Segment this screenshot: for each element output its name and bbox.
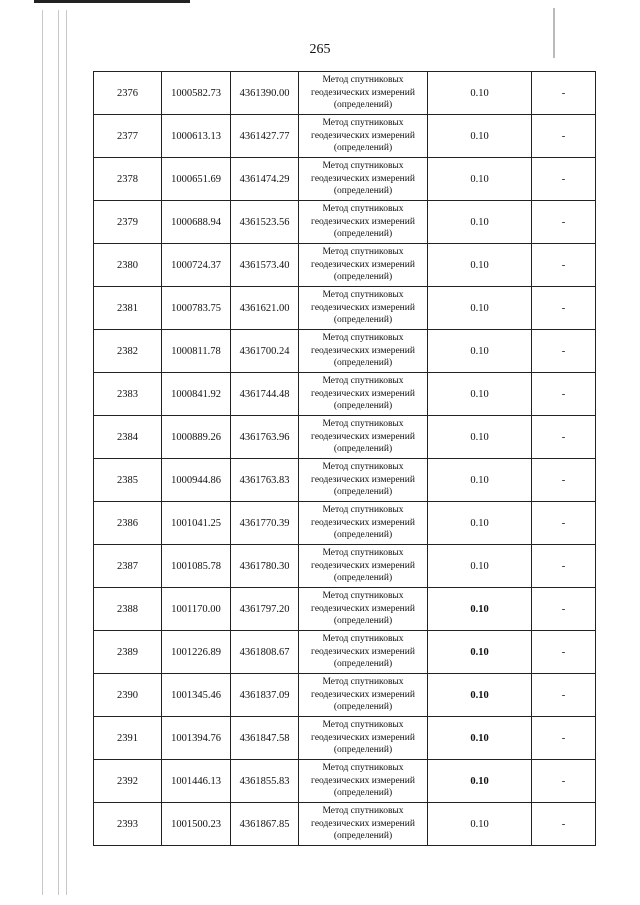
precision-cell: 0.10 — [428, 631, 532, 674]
x-coordinate-cell: 1000841.92 — [162, 373, 231, 416]
x-coordinate-cell: 1001041.25 — [162, 502, 231, 545]
note-cell: - — [532, 588, 596, 631]
method-line: Метод спутниковых — [322, 204, 404, 215]
method-line: (определений) — [333, 530, 393, 541]
method-cell — [299, 158, 428, 201]
method-line: (определений) — [333, 315, 393, 326]
point-number-cell: 2383 — [94, 373, 162, 416]
x-coordinate-cell: 1000688.94 — [162, 201, 231, 244]
x-coordinate-cell: 1000889.26 — [162, 416, 231, 459]
table-row — [94, 803, 596, 846]
table-row — [94, 416, 596, 459]
precision-cell: 0.10 — [428, 588, 532, 631]
note-cell: - — [532, 717, 596, 760]
method-cell — [299, 502, 428, 545]
method-line: геодезических измерений — [311, 474, 415, 485]
note-cell: - — [532, 158, 596, 201]
x-coordinate-cell: 1001226.89 — [162, 631, 231, 674]
y-coordinate-cell: 4361763.83 — [231, 459, 299, 502]
note-cell: - — [532, 502, 596, 545]
method-line: геодезических измерений — [311, 560, 415, 571]
note-cell: - — [532, 373, 596, 416]
x-coordinate-cell: 1000613.13 — [162, 115, 231, 158]
method-line: геодезических измерений — [311, 130, 415, 141]
table-row — [94, 588, 596, 631]
x-coordinate-cell: 1000783.75 — [162, 287, 231, 330]
note-cell: - — [532, 330, 596, 373]
precision-cell: 0.10 — [428, 72, 532, 115]
method-line: геодезических измерений — [311, 517, 415, 528]
y-coordinate-cell: 4361855.83 — [231, 760, 299, 803]
method-line: геодезических измерений — [311, 818, 415, 829]
precision-cell: 0.10 — [428, 158, 532, 201]
page-number: 265 — [309, 42, 331, 57]
method-cell — [299, 330, 428, 373]
method-cell — [299, 373, 428, 416]
method-line: (определений) — [333, 444, 393, 455]
y-coordinate-cell: 4361621.00 — [231, 287, 299, 330]
method-cell — [299, 631, 428, 674]
method-line: геодезических измерений — [311, 345, 415, 356]
note-cell: - — [532, 545, 596, 588]
precision-cell: 0.10 — [428, 115, 532, 158]
note-cell: - — [532, 287, 596, 330]
point-number-cell: 2385 — [94, 459, 162, 502]
note-cell: - — [532, 631, 596, 674]
table-row — [94, 287, 596, 330]
note-cell: - — [532, 201, 596, 244]
note-cell: - — [532, 674, 596, 717]
method-line: (определений) — [333, 745, 393, 756]
note-cell: - — [532, 244, 596, 287]
method-line: Метод спутниковых — [322, 161, 404, 172]
method-line: (определений) — [333, 573, 393, 584]
point-number-cell: 2384 — [94, 416, 162, 459]
precision-cell: 0.10 — [428, 373, 532, 416]
method-line: Метод спутниковых — [322, 290, 404, 301]
y-coordinate-cell: 4361427.77 — [231, 115, 299, 158]
method-line: Метод спутниковых — [322, 591, 404, 602]
point-number-cell: 2386 — [94, 502, 162, 545]
method-line: геодезических измерений — [311, 603, 415, 614]
table-row — [94, 201, 596, 244]
x-coordinate-cell: 1000651.69 — [162, 158, 231, 201]
method-line: геодезических измерений — [311, 87, 415, 98]
point-number-cell: 2376 — [94, 72, 162, 115]
note-cell: - — [532, 416, 596, 459]
y-coordinate-cell: 4361474.29 — [231, 158, 299, 201]
method-line: Метод спутниковых — [322, 462, 404, 473]
point-number-cell: 2380 — [94, 244, 162, 287]
point-number-cell: 2379 — [94, 201, 162, 244]
method-line: геодезических измерений — [311, 646, 415, 657]
table-row — [94, 631, 596, 674]
precision-cell: 0.10 — [428, 502, 532, 545]
method-line: Метод спутниковых — [322, 118, 404, 129]
note-cell: - — [532, 760, 596, 803]
precision-cell: 0.10 — [428, 244, 532, 287]
scan-margin-line — [42, 10, 43, 895]
method-line: (определений) — [333, 358, 393, 369]
precision-cell: 0.10 — [428, 760, 532, 803]
method-line: геодезических измерений — [311, 259, 415, 270]
point-number-cell: 2391 — [94, 717, 162, 760]
x-coordinate-cell: 1000944.86 — [162, 459, 231, 502]
method-cell — [299, 459, 428, 502]
method-cell — [299, 588, 428, 631]
x-coordinate-cell: 1000811.78 — [162, 330, 231, 373]
note-cell: - — [532, 115, 596, 158]
table-row — [94, 158, 596, 201]
point-number-cell: 2387 — [94, 545, 162, 588]
method-cell — [299, 244, 428, 287]
method-cell — [299, 72, 428, 115]
method-line: Метод спутниковых — [322, 419, 404, 430]
point-number-cell: 2393 — [94, 803, 162, 846]
precision-cell: 0.10 — [428, 545, 532, 588]
y-coordinate-cell: 4361390.00 — [231, 72, 299, 115]
method-line: Метод спутниковых — [322, 75, 404, 86]
scan-margin-line — [66, 10, 67, 895]
point-number-cell: 2381 — [94, 287, 162, 330]
point-number-cell: 2378 — [94, 158, 162, 201]
method-line: (определений) — [333, 401, 393, 412]
table-row — [94, 115, 596, 158]
method-line: (определений) — [333, 616, 393, 627]
method-cell — [299, 416, 428, 459]
method-line: (определений) — [333, 702, 393, 713]
table-row — [94, 760, 596, 803]
coordinates-table — [93, 71, 596, 846]
precision-cell: 0.10 — [428, 416, 532, 459]
x-coordinate-cell: 1001170.00 — [162, 588, 231, 631]
x-coordinate-cell: 1001394.76 — [162, 717, 231, 760]
method-line: Метод спутниковых — [322, 548, 404, 559]
y-coordinate-cell: 4361867.85 — [231, 803, 299, 846]
precision-cell: 0.10 — [428, 674, 532, 717]
method-line: Метод спутниковых — [322, 247, 404, 258]
y-coordinate-cell: 4361797.20 — [231, 588, 299, 631]
method-cell — [299, 674, 428, 717]
method-line: (определений) — [333, 659, 393, 670]
method-line: (определений) — [333, 229, 393, 240]
method-line: геодезических измерений — [311, 775, 415, 786]
method-line: геодезических измерений — [311, 689, 415, 700]
precision-cell: 0.10 — [428, 459, 532, 502]
precision-cell: 0.10 — [428, 330, 532, 373]
y-coordinate-cell: 4361808.67 — [231, 631, 299, 674]
y-coordinate-cell: 4361700.24 — [231, 330, 299, 373]
method-line: геодезических измерений — [311, 388, 415, 399]
method-line: Метод спутниковых — [322, 720, 404, 731]
x-coordinate-cell: 1001345.46 — [162, 674, 231, 717]
method-line: геодезических измерений — [311, 732, 415, 743]
scan-top-bar — [34, 0, 190, 3]
method-line: геодезических измерений — [311, 173, 415, 184]
table-row — [94, 459, 596, 502]
method-line: Метод спутниковых — [322, 376, 404, 387]
precision-cell: 0.10 — [428, 803, 532, 846]
method-cell — [299, 287, 428, 330]
method-line: (определений) — [333, 788, 393, 799]
method-cell — [299, 803, 428, 846]
table-row — [94, 674, 596, 717]
x-coordinate-cell: 1001500.23 — [162, 803, 231, 846]
method-line: (определений) — [333, 186, 393, 197]
method-line: Метод спутниковых — [322, 763, 404, 774]
y-coordinate-cell: 4361847.58 — [231, 717, 299, 760]
x-coordinate-cell: 1001085.78 — [162, 545, 231, 588]
x-coordinate-cell: 1000724.37 — [162, 244, 231, 287]
method-line: геодезических измерений — [311, 302, 415, 313]
method-line: геодезических измерений — [311, 216, 415, 227]
table-row — [94, 373, 596, 416]
precision-cell: 0.10 — [428, 287, 532, 330]
point-number-cell: 2389 — [94, 631, 162, 674]
x-coordinate-cell: 1001446.13 — [162, 760, 231, 803]
method-line: Метод спутниковых — [322, 634, 404, 645]
precision-cell: 0.10 — [428, 201, 532, 244]
note-cell: - — [532, 803, 596, 846]
method-cell — [299, 545, 428, 588]
method-line: Метод спутниковых — [322, 505, 404, 516]
table-row — [94, 545, 596, 588]
point-number-cell: 2392 — [94, 760, 162, 803]
table-row — [94, 717, 596, 760]
method-cell — [299, 201, 428, 244]
y-coordinate-cell: 4361744.48 — [231, 373, 299, 416]
method-line: Метод спутниковых — [322, 333, 404, 344]
method-cell — [299, 717, 428, 760]
table-row — [94, 330, 596, 373]
method-line: (определений) — [333, 487, 393, 498]
method-line: (определений) — [333, 100, 393, 111]
precision-cell: 0.10 — [428, 717, 532, 760]
method-line: геодезических измерений — [311, 431, 415, 442]
y-coordinate-cell: 4361523.56 — [231, 201, 299, 244]
note-cell: - — [532, 72, 596, 115]
method-line: (определений) — [333, 143, 393, 154]
point-number-cell: 2377 — [94, 115, 162, 158]
x-coordinate-cell: 1000582.73 — [162, 72, 231, 115]
scan-margin-line — [58, 10, 59, 895]
method-cell — [299, 115, 428, 158]
table-row — [94, 244, 596, 287]
method-line: (определений) — [333, 272, 393, 283]
method-line: Метод спутниковых — [322, 806, 404, 817]
note-cell: - — [532, 459, 596, 502]
method-cell — [299, 760, 428, 803]
method-line: (определений) — [333, 831, 393, 842]
coordinates-table-body — [94, 72, 596, 846]
method-line: Метод спутниковых — [322, 677, 404, 688]
y-coordinate-cell: 4361780.30 — [231, 545, 299, 588]
table-row — [94, 72, 596, 115]
y-coordinate-cell: 4361770.39 — [231, 502, 299, 545]
point-number-cell: 2390 — [94, 674, 162, 717]
y-coordinate-cell: 4361573.40 — [231, 244, 299, 287]
y-coordinate-cell: 4361837.09 — [231, 674, 299, 717]
point-number-cell: 2382 — [94, 330, 162, 373]
point-number-cell: 2388 — [94, 588, 162, 631]
y-coordinate-cell: 4361763.96 — [231, 416, 299, 459]
table-row — [94, 502, 596, 545]
